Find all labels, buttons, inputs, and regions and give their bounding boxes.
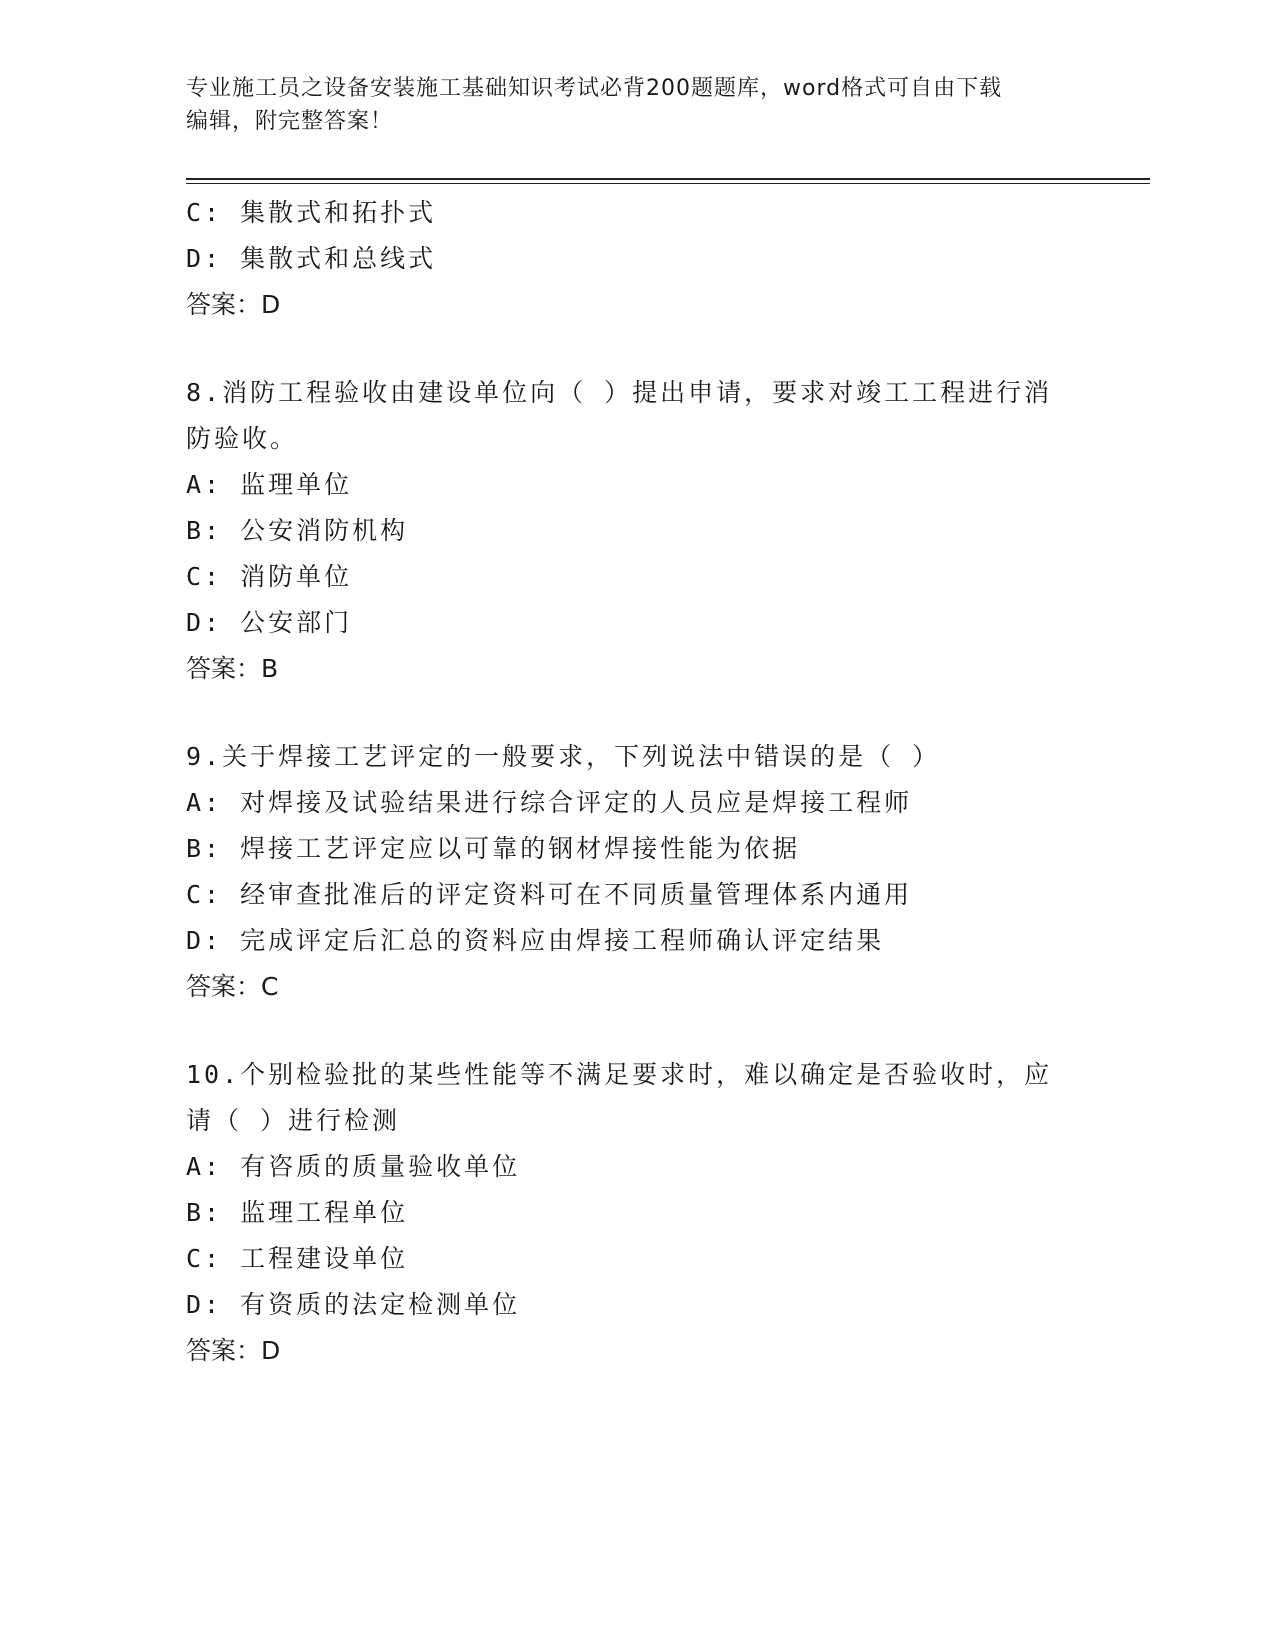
header-line-2: 编辑，附完整答案！ — [186, 109, 394, 134]
question-9 — [186, 734, 1086, 1010]
answer: 答案：D — [186, 290, 281, 319]
question-8 — [186, 370, 1086, 692]
previous-question-tail — [186, 190, 1086, 328]
answer: 答案：C — [186, 972, 279, 1001]
option-c: C: 经审查批准后的评定资料可在不同质量管理体系内通用 — [186, 880, 913, 909]
question-stem: 9.关于焊接工艺评定的一般要求，下列说法中错误的是（ ） — [186, 742, 941, 771]
option-b: B: 焊接工艺评定应以可靠的钢材焊接性能为依据 — [186, 834, 801, 863]
question-10 — [186, 1052, 1086, 1374]
option-a: A: 有咨质的质量验收单位 — [186, 1152, 521, 1181]
answer: 答案：D — [186, 1336, 281, 1365]
option-d: D: 公安部门 — [186, 608, 353, 637]
option-b: B: 公安消防机构 — [186, 516, 409, 545]
document-header — [186, 72, 1066, 138]
option-d: D: 完成评定后汇总的资料应由焊接工程师确认评定结果 — [186, 926, 885, 955]
option-d: D: 集散式和总线式 — [186, 244, 437, 273]
header-line-1: 专业施工员之设备安装施工基础知识考试必背200题题库，word格式可自由下载 — [186, 76, 1003, 101]
question-stem-continued: 防验收。 — [186, 424, 299, 453]
option-c: C: 消防单位 — [186, 562, 353, 591]
option-a: A: 监理单位 — [186, 470, 353, 499]
question-stem: 8.消防工程验收由建设单位向（ ）提出申请，要求对竣工工程进行消 — [186, 378, 1053, 407]
answer: 答案：B — [186, 654, 279, 683]
option-a: A: 对焊接及试验结果进行综合评定的人员应是焊接工程师 — [186, 788, 913, 817]
question-stem: 10.个别检验批的某些性能等不满足要求时，难以确定是否验收时，应 — [186, 1060, 1053, 1089]
header-rule-thick — [186, 178, 1150, 180]
option-b: B: 监理工程单位 — [186, 1198, 409, 1227]
question-stem-continued: 请（ ）进行检测 — [186, 1106, 401, 1135]
option-c: C: 集散式和拓扑式 — [186, 198, 437, 227]
header-rule-thin — [186, 183, 1150, 184]
option-d: D: 有资质的法定检测单位 — [186, 1290, 521, 1319]
question-content — [186, 190, 1086, 1374]
option-c: C: 工程建设单位 — [186, 1244, 409, 1273]
